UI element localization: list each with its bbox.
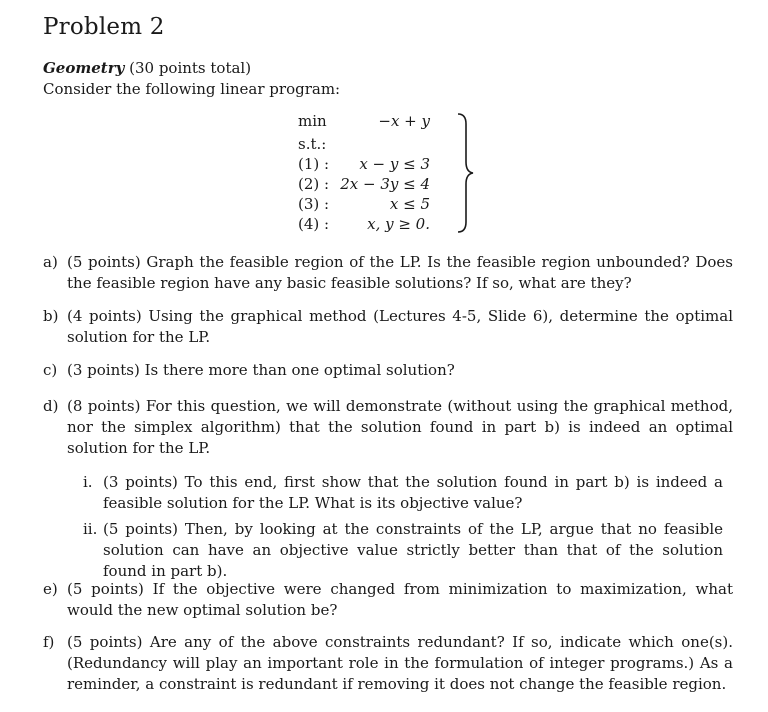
subquestion-text: (5 points) Then, by looking at the constraints of the LP, argue that no feasible solution can have an objective value strictly better than that of the solution found in part b).	[103, 520, 723, 580]
lp-constraint-label: (3) :	[298, 195, 330, 213]
question-d-i	[83, 472, 723, 514]
question-marker: d)	[43, 397, 59, 415]
lp-constraint-label: (1) :	[298, 155, 330, 173]
lp-constraint-expr: x, y ≥ 0.	[367, 215, 430, 233]
right-brace-icon	[455, 112, 475, 234]
question-a	[43, 252, 733, 294]
subquestion-marker: ii.	[83, 520, 98, 538]
lp-objective: −x + y	[378, 112, 430, 130]
lp-constraint-label: (4) :	[298, 215, 330, 233]
question-text: (8 points) For this question, we will demonstrate (without using the graphical method, nor the simplex algorithm) that the solution found in part b) is indeed an optimal solution for the LP.	[67, 397, 733, 457]
question-f	[43, 632, 733, 695]
question-marker: f)	[43, 633, 55, 651]
question-d-ii	[83, 519, 723, 582]
question-text: (5 points) Are any of the above constraints redundant? If so, indicate which one(s). (Redundancy will play an important role in the formulation of integer programs.) As a reminder, a constraint is redundant if removing it does not change the feasible region.	[67, 633, 733, 693]
question-d	[43, 396, 733, 459]
question-marker: e)	[43, 580, 58, 598]
question-text: (5 points) Graph the feasible region of the LP. Is the feasible region unbounded? Does the feasible region have any basic feasible solutions? If so, what are they?	[67, 253, 733, 292]
question-text: (5 points) If the objective were changed from minimization to maximization, what would the new optimal solution be?	[67, 580, 733, 619]
lp-st-label: s.t.:	[298, 135, 327, 153]
question-b	[43, 306, 733, 348]
question-marker: b)	[43, 307, 59, 325]
subquestion-marker: i.	[83, 473, 93, 491]
lp-constraint-expr: x − y ≤ 3	[359, 155, 430, 173]
lp-constraint-expr: x ≤ 5	[389, 195, 430, 213]
question-c	[43, 360, 733, 381]
question-e	[43, 579, 733, 621]
question-text: (4 points) Using the graphical method (Lectures 4-5, Slide 6), determine the optimal solution for the LP.	[67, 307, 733, 346]
question-marker: a)	[43, 253, 58, 271]
lp-min-label: min	[298, 112, 327, 130]
intro-lead: Consider the following linear program:	[43, 80, 341, 98]
page-title: Problem 2	[43, 14, 165, 40]
points-total: (30 points total)	[129, 59, 252, 77]
intro-line	[43, 58, 340, 79]
intro	[43, 58, 340, 100]
question-text: (3 points) Is there more than one optimal solution?	[67, 361, 455, 379]
linear-program	[298, 112, 430, 232]
lp-constraint-label: (2) :	[298, 175, 330, 193]
topic-label: Geometry	[43, 59, 125, 77]
question-marker: c)	[43, 361, 58, 379]
lp-constraint-expr: 2x − 3y ≤ 4	[340, 175, 430, 193]
subquestion-text: (3 points) To this end, first show that the solution found in part b) is indeed a feasible solution for the LP. What is its objective value?	[103, 473, 723, 512]
